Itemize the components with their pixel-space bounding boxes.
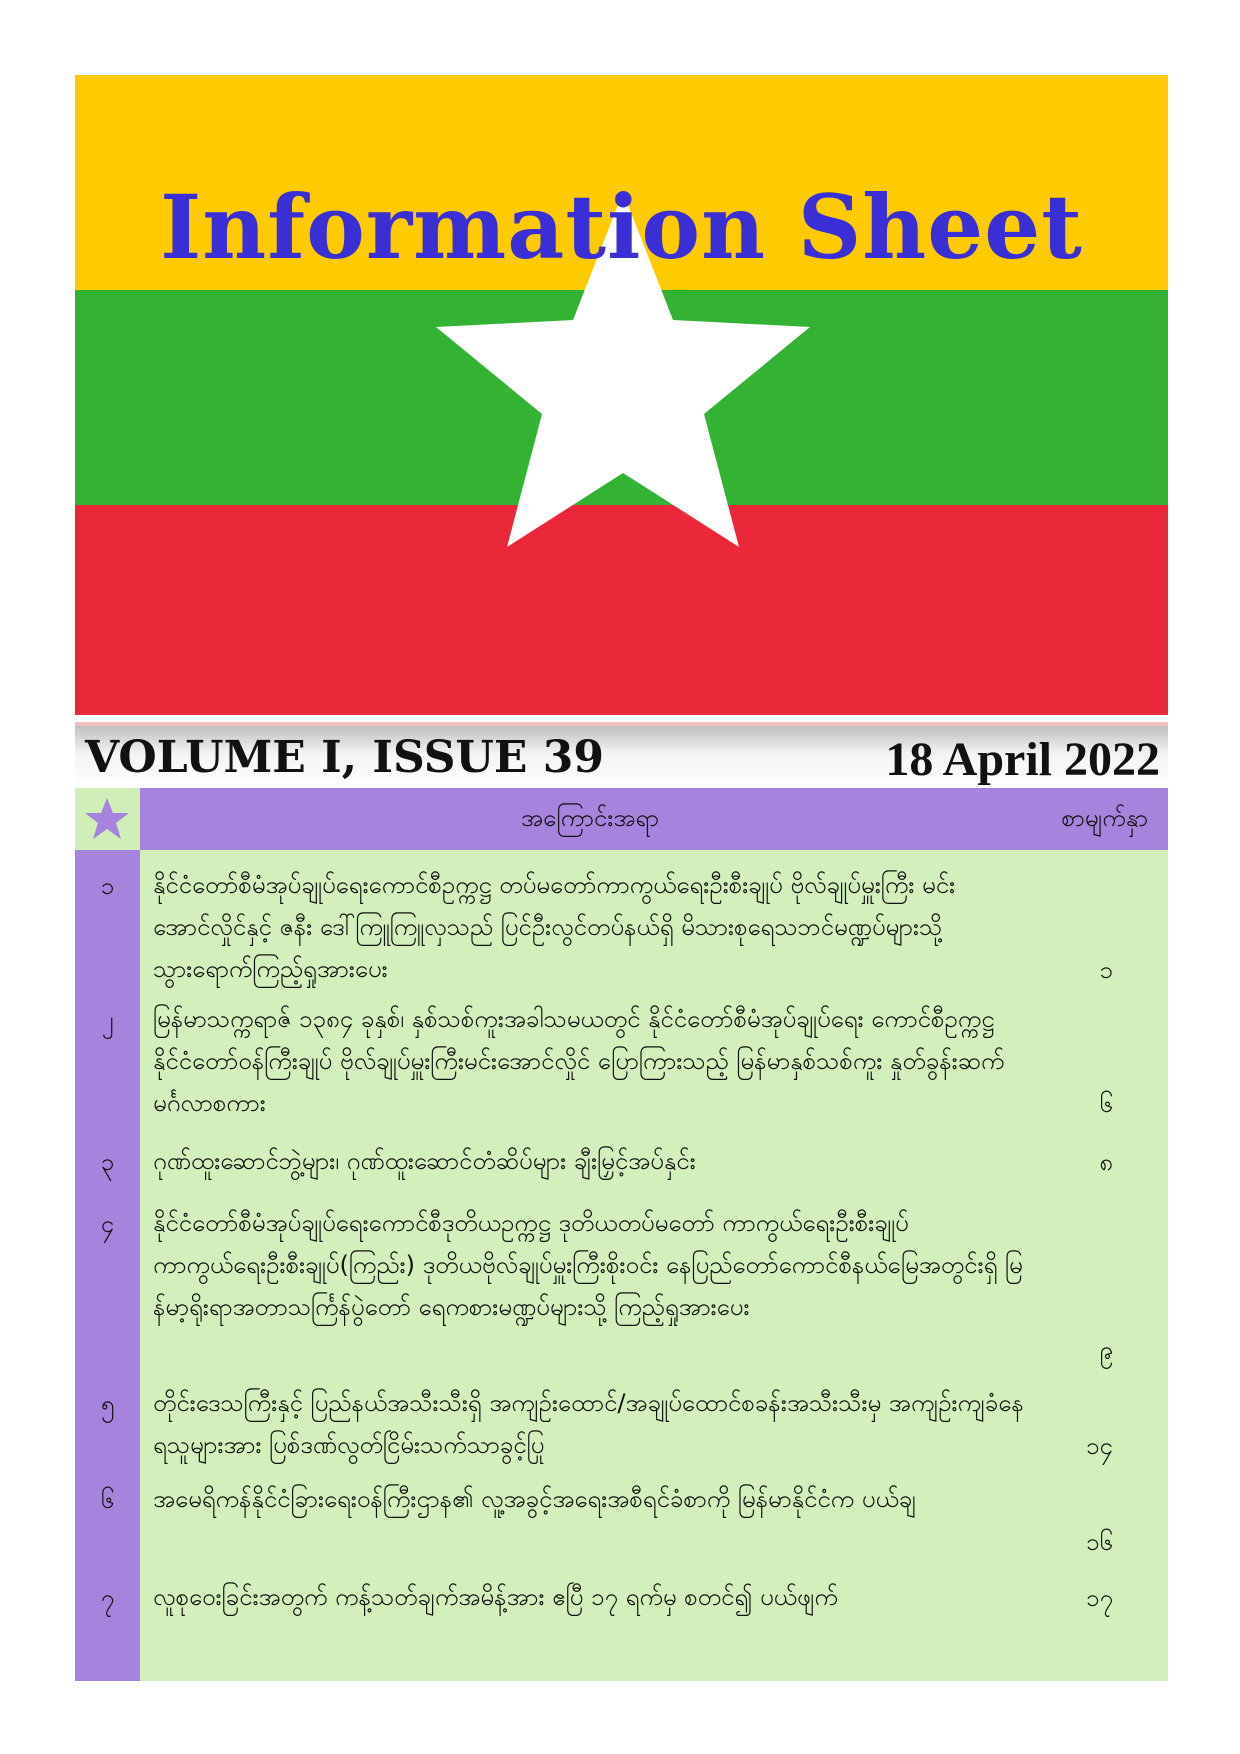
toc-item-number: ၆ — [100, 1486, 115, 1514]
toc-number-column — [75, 850, 140, 1681]
toc-item-page: ၁၇ — [1086, 1584, 1113, 1612]
toc-item-page: ၈ — [1099, 1148, 1113, 1176]
toc-item-text: နိုင်ငံတော်စီမံအုပ်ချုပ်ရေးကောင်စီဥက္ကဋ္ဌ တပ်မတော်ကာကွယ်ရေးဦးစီးချုပ် ဗိုလ်ချုပ်မှူးကြီး မင်းအောင်လှိုင်နှင့် ဇနီး ဒေါ်ကြူကြူလှသည် ပြင်ဦးလွင်တပ်နယ်ရှိ မိသားစုရေသဘင်မဏ္ဍပ်များသို့ သွားရောက်ကြည့်ရှုအားပေး — [153, 871, 956, 983]
toc-item-number: ၄ — [100, 1210, 115, 1238]
table-of-contents — [75, 788, 1168, 1681]
toc-header-star-cell — [75, 788, 140, 850]
toc-item-number: ၅ — [100, 1390, 115, 1418]
flag-banner — [75, 75, 1168, 715]
toc-item-text: လူစုဝေးခြင်းအတွက် ကန့်သတ်ချက်အမိန့်အား ဧပြီ ၁၇ ရက်မှ စတင်၍ ပယ်ဖျက် — [153, 1583, 838, 1611]
issue-date: 18 April 2022 — [885, 733, 1160, 786]
flag-star-icon — [75, 75, 1168, 715]
toc-item-text: မြန်မာသက္ကရာဇ် ၁၃၈၄ ခုနှစ်၊ နှစ်သစ်ကူးအခါသမယတွင် နိုင်ငံတော်စီမံအုပ်ချုပ်ရေး ကောင်စီဥက္ကဋ္ဌ နိုင်ငံတော်ဝန်ကြီးချုပ် ဗိုလ်ချုပ်မှူးကြီးမင်းအောင်လှိုင် ပြောကြားသည့် မြန်မာနှစ်သစ်ကူး နှုတ်ခွန်းဆက် မင်္ဂလာစကား — [153, 1005, 1005, 1117]
toc-item-text: အမေရိကန်နိုင်ငံခြားရေးဝန်ကြီးဌာန၏ လူ့အခွင့်အရေးအစီရင်ခံစာကို မြန်မာနိုင်ငံက ပယ်ချ — [153, 1485, 917, 1513]
toc-item-text: ဂုဏ်ထူးဆောင်ဘွဲ့များ၊ ဂုဏ်ထူးဆောင်တံဆိပ်များ ချီးမြှင့်အပ်နှင်း — [153, 1147, 696, 1175]
toc-item-page: ၁၆ — [1086, 1528, 1113, 1556]
toc-item-number: ၇ — [100, 1584, 115, 1612]
toc-item-page: ၁၄ — [1086, 1432, 1113, 1460]
page-title: Information Sheet — [160, 175, 1083, 279]
toc-item-text: တိုင်းဒေသကြီးနှင့် ပြည်နယ်အသီးသီးရှိ အကျဉ်းထောင်/အချုပ်ထောင်စခန်းအသီးသီးမှ အကျဉ်းကျခံနေရသူများအား ပြစ်ဒဏ်လွတ်ငြိမ်းသက်သာခွင့်ပြု — [153, 1389, 1024, 1459]
toc-item-page: ၉ — [1099, 1336, 1113, 1364]
toc-item-page: ၁ — [1099, 956, 1113, 984]
toc-header-page: စာမျက်နှာ — [1061, 804, 1148, 832]
issue-bar — [75, 722, 1168, 788]
toc-item-number: ၁ — [100, 872, 115, 900]
toc-header-title: အကြောင်းအရာ — [521, 804, 659, 832]
toc-header — [140, 788, 1168, 850]
toc-item-number: ၃ — [100, 1148, 115, 1176]
star-icon — [75, 788, 140, 850]
toc-item-page: ၆ — [1099, 1090, 1113, 1118]
toc-item-number: ၂ — [101, 1006, 114, 1034]
volume-issue: VOLUME I, ISSUE 39 — [85, 732, 604, 783]
toc-item-text: နိုင်ငံတော်စီမံအုပ်ချုပ်ရေးကောင်စီဒုတိယဥက္ကဋ္ဌ ဒုတိယတပ်မတော် ကာကွယ်ရေးဦးစီးချုပ် ကာကွယ်ရေးဦးစီးချုပ်(ကြည်း) ဒုတိယဗိုလ်ချုပ်မှူးကြီးစိုးဝင်း နေပြည်တော်ကောင်စီနယ်မြေအတွင်းရှိ မြန်မာ့ရိုးရာအတာသင်္ကြန်ပွဲတော် ရေကစားမဏ္ဍပ်များသို့ ကြည့်ရှုအားပေး — [153, 1209, 1023, 1321]
